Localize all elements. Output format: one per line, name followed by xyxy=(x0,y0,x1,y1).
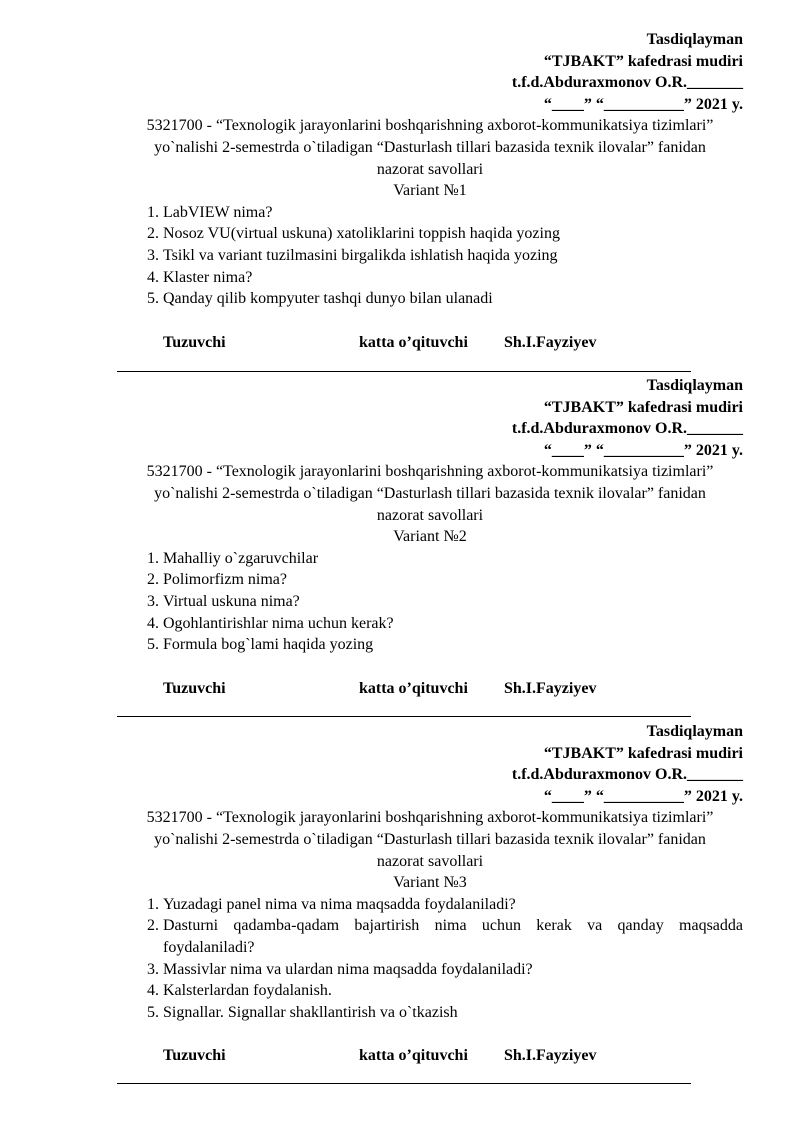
approval-stamp xyxy=(117,375,743,461)
signature-line xyxy=(117,332,743,354)
question-item: 2. Dasturni qadamba-qadam bajartirish nima uchun kerak va qanday maqsadda foydalaniladi? xyxy=(163,915,743,958)
heading-line-1: 5321700 - “Texnologik jarayonlarini boshqarishning axborot-kommunikatsiya tizimlari” xyxy=(146,463,714,481)
variant-block-1 xyxy=(117,29,743,354)
question-item: 1. Yuzadagi panel nima va nima maqsadda foydalaniladi? xyxy=(163,894,743,916)
heading-line-1: 5321700 - “Texnologik jarayonlarini boshqarishning axborot-kommunikatsiya tizimlari” xyxy=(146,117,714,135)
document-heading xyxy=(117,115,743,201)
approval-line-1: Tasdiqlayman xyxy=(646,31,743,48)
question-item: 3. Virtual uskuna nima? xyxy=(163,591,743,613)
approval-line-4: “____” “__________” 2021 y. xyxy=(543,95,743,113)
heading-line-2: yo`nalishi 2-semestrda o`tiladigan “Dasturlash tillari bazasida texnik ilovalar” fanidan xyxy=(154,484,706,502)
approval-line-3: t.f.d.Abduraxmonov O.R._______ xyxy=(511,766,743,784)
question-item: 2. Nosoz VU(virtual uskuna) xatoliklarini toppish haqida yozing xyxy=(163,223,743,245)
approval-stamp xyxy=(117,29,743,115)
question-item: 4. Kalsterlardan foydalanish. xyxy=(163,980,743,1002)
heading-line-2: yo`nalishi 2-semestrda o`tiladigan “Dasturlash tillari bazasida texnik ilovalar” fanidan xyxy=(154,830,706,848)
signature-name: Sh.I.Fayziyev xyxy=(504,679,597,697)
approval-line-2: “TJBAKT” kafedrasi mudiri xyxy=(543,398,743,416)
variant-label: Variant №3 xyxy=(393,874,467,892)
question-item: 1. LabVIEW nima? xyxy=(163,202,743,224)
heading-line-3: nazorat savollari xyxy=(376,506,484,524)
approval-line-2: “TJBAKT” kafedrasi mudiri xyxy=(543,744,743,762)
variant-block-2 xyxy=(117,375,743,700)
approval-line-4: “____” “__________” 2021 y. xyxy=(543,787,743,805)
signature-position: katta o’qituvchi xyxy=(359,333,468,351)
heading-line-2: yo`nalishi 2-semestrda o`tiladigan “Dasturlash tillari bazasida texnik ilovalar” fanidan xyxy=(154,138,706,156)
question-item: 4. Klaster nima? xyxy=(163,267,743,289)
question-list xyxy=(117,894,743,1024)
approval-line-2: “TJBAKT” kafedrasi mudiri xyxy=(543,52,743,70)
variant-label: Variant №1 xyxy=(393,182,467,200)
section-divider xyxy=(117,716,691,717)
section-divider xyxy=(117,371,691,372)
question-item: 3. Massivlar nima va ulardan nima maqsadda foydalaniladi? xyxy=(163,959,743,981)
approval-line-3: t.f.d.Abduraxmonov O.R._______ xyxy=(511,74,743,92)
signature-role: Tuzuvchi xyxy=(163,1047,226,1065)
approval-line-1: Tasdiqlayman xyxy=(646,377,743,394)
approval-line-4: “____” “__________” 2021 y. xyxy=(543,441,743,459)
document-heading xyxy=(117,461,743,547)
heading-line-3: nazorat savollari xyxy=(376,160,484,178)
question-item: 5. Formula bog`lami haqida yozing xyxy=(163,634,743,656)
signature-name: Sh.I.Fayziyev xyxy=(504,1047,597,1065)
document-heading xyxy=(117,807,743,893)
approval-stamp xyxy=(117,721,743,807)
signature-role: Tuzuvchi xyxy=(163,333,226,351)
question-item: 4. Ogohlantirishlar nima uchun kerak? xyxy=(163,613,743,635)
variant-label: Variant №2 xyxy=(393,528,467,546)
question-list xyxy=(117,548,743,656)
heading-line-3: nazorat savollari xyxy=(376,852,484,870)
signature-position: katta o’qituvchi xyxy=(359,679,468,697)
signature-line xyxy=(117,678,743,700)
signature-role: Tuzuvchi xyxy=(163,679,226,697)
approval-line-3: t.f.d.Abduraxmonov O.R._______ xyxy=(511,420,743,438)
signature-line xyxy=(117,1045,743,1067)
heading-line-1: 5321700 - “Texnologik jarayonlarini boshqarishning axborot-kommunikatsiya tizimlari” xyxy=(146,809,714,827)
question-item: 5. Qanday qilib kompyuter tashqi dunyo bilan ulanadi xyxy=(163,288,743,310)
question-item: 5. Signallar. Signallar shakllantirish va o`tkazish xyxy=(163,1002,743,1024)
question-item: 1. Mahalliy o`zgaruvchilar xyxy=(163,548,743,570)
variant-block-3 xyxy=(117,721,743,1067)
question-item: 2. Polimorfizm nima? xyxy=(163,569,743,591)
approval-line-1: Tasdiqlayman xyxy=(646,723,743,740)
question-list xyxy=(117,202,743,310)
signature-position: katta o’qituvchi xyxy=(359,1047,468,1065)
signature-name: Sh.I.Fayziyev xyxy=(504,333,597,351)
question-item: 3. Tsikl va variant tuzilmasini birgalikda ishlatish haqida yozing xyxy=(163,245,743,267)
section-divider xyxy=(117,1083,691,1084)
